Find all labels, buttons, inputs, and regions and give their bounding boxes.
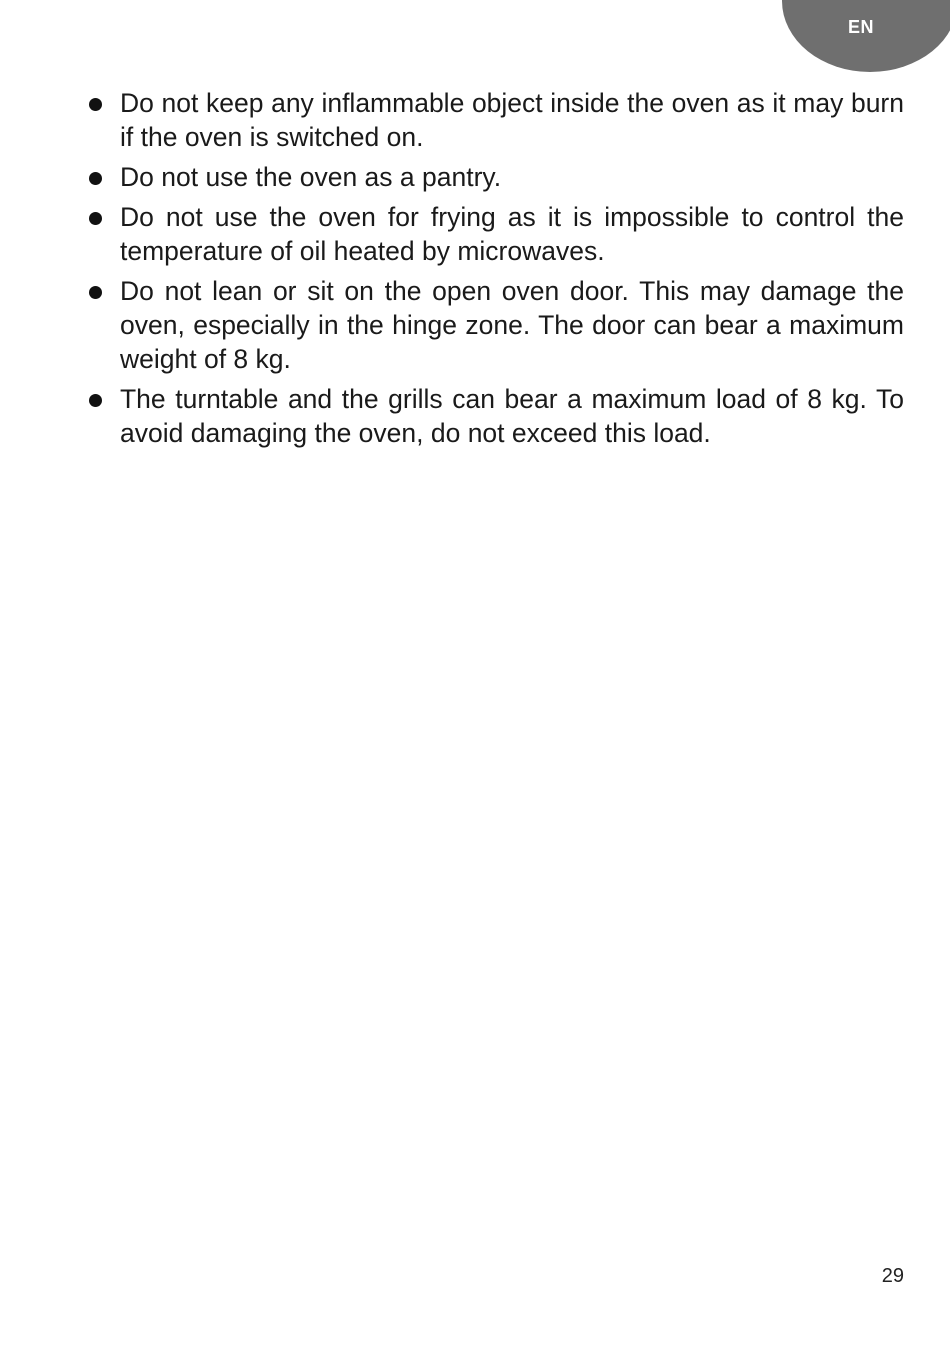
bullet-icon (89, 394, 102, 407)
bullet-icon (89, 172, 102, 185)
safety-instructions-list (88, 86, 904, 456)
list-item-text: Do not keep any inflammable object inside the oven as it may burn if the oven is switched on. (120, 88, 904, 152)
list-item (88, 160, 904, 194)
list-item-text: Do not use the oven as a pantry. (120, 162, 502, 192)
list-item (88, 86, 904, 154)
list-item (88, 382, 904, 450)
list-item-text: Do not use the oven for frying as it is impossible to control the temperature of oil heated by microwaves. (120, 202, 904, 266)
page-number: 29 (881, 1265, 904, 1287)
bullet-icon (89, 212, 102, 225)
list-item-text: Do not lean or sit on the open oven door. This may damage the oven, especially in the hinge zone. The door can bear a maximum weight of 8 kg. (120, 276, 904, 374)
bullet-icon (89, 286, 102, 299)
list-item (88, 200, 904, 268)
list-item-text: The turntable and the grills can bear a maximum load of 8 kg. To avoid damaging the oven, do not exceed this load. (120, 384, 904, 448)
list-item (88, 274, 904, 376)
language-tab-label: EN (848, 17, 875, 37)
bullet-icon (89, 98, 102, 111)
